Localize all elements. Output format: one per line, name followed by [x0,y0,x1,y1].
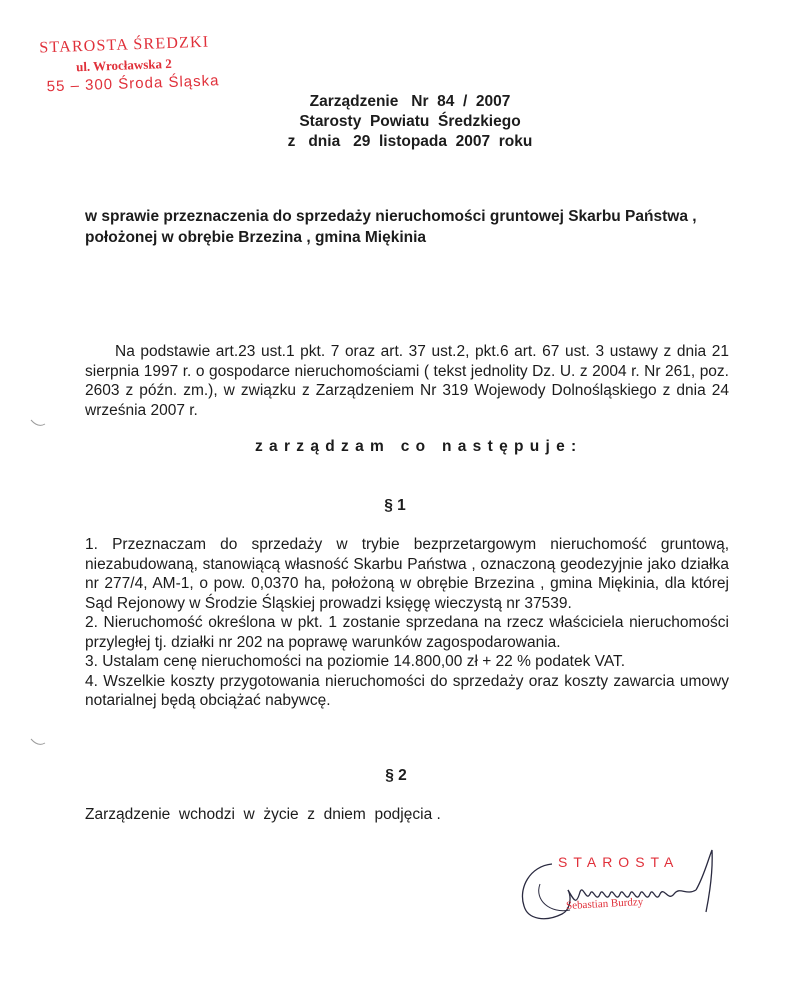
stamp-postal-city: 55 – 300 Środa Śląska [46,72,220,96]
header-number: Zarządzenie Nr 84 / 2007 [309,93,511,110]
command-line: zarządzam co następuje: [255,438,583,455]
stamp-office-name: STAROSTA ŚREDZKI [39,33,210,57]
document-header [250,92,570,152]
header-date: z dnia 29 listopada 2007 roku [287,133,533,150]
header-issuer: Starosty Powiatu Średzkiego [299,113,521,130]
section-2-title: § 2 [385,767,407,784]
stamp-street: ul. Wrocławska 2 [75,55,172,75]
section-1-point-1: 1. Przeznaczam do sprzedaży w trybie bezprzetargowym nieruchomość gruntową, niezabudowaną, stanowiącą własność Skarbu Państwa , oznaczoną geodezyjnie jako działka nr 277/4, AM-1, o pow. 0,0370 ha, położoną w obrębie Brzezina , gmina Miękinia, dla której Sąd Rejonowy w Środzie Śląskiej prowadzi księgę wieczystą nr 37539. [85,536,729,612]
section-1-title: § 1 [384,497,406,514]
section-1-point-4: 4. Wszelkie koszty przygotowania nieruchomości do sprzedaży oraz koszty zawarcia umowy notarialnej będą obciążać nabywcę. [85,672,729,709]
margin-mark-icon [30,418,46,428]
signature-title: STAROSTA [558,854,680,870]
margin-mark-icon [30,737,46,747]
signature-name: Sebastian Burdzy [565,895,644,913]
section-1-points [85,535,729,711]
section-2-text: Zarządzenie wchodzi w życie z dniem podjęcia . [85,806,441,823]
section-1-point-2: 2. Nieruchomość określona w pkt. 1 zostanie sprzedana na rzecz właściciela nieruchomości przyległej tj. działki nr 202 na poprawę warunków zagospodarowania. [85,614,729,651]
legal-basis-paragraph: Na podstawie art.23 ust.1 pkt. 7 oraz art. 37 ust.2, pkt.6 art. 67 ust. 3 ustawy z dnia 21 sierpnia 1997 r. o gospodarce nieruchomościami ( tekst jednolity Dz. U. z 2004 r. Nr 261, poz. 2603 z późn. zm.), w związku z Zarządzeniem Nr 319 Wojewody Dolnośląskiego z dnia 24 września 2007 r. [85,343,729,419]
address-stamp [39,33,241,96]
section-1-point-3: 3. Ustalam cenę nieruchomości na poziomie 14.800,00 zł + 22 % podatek VAT. [85,653,626,670]
document-subject: w sprawie przeznaczenia do sprzedaży nieruchomości gruntowej Skarbu Państwa , położonej w obrębie Brzezina , gmina Miękinia [85,208,697,246]
signature-stamp [510,840,750,930]
